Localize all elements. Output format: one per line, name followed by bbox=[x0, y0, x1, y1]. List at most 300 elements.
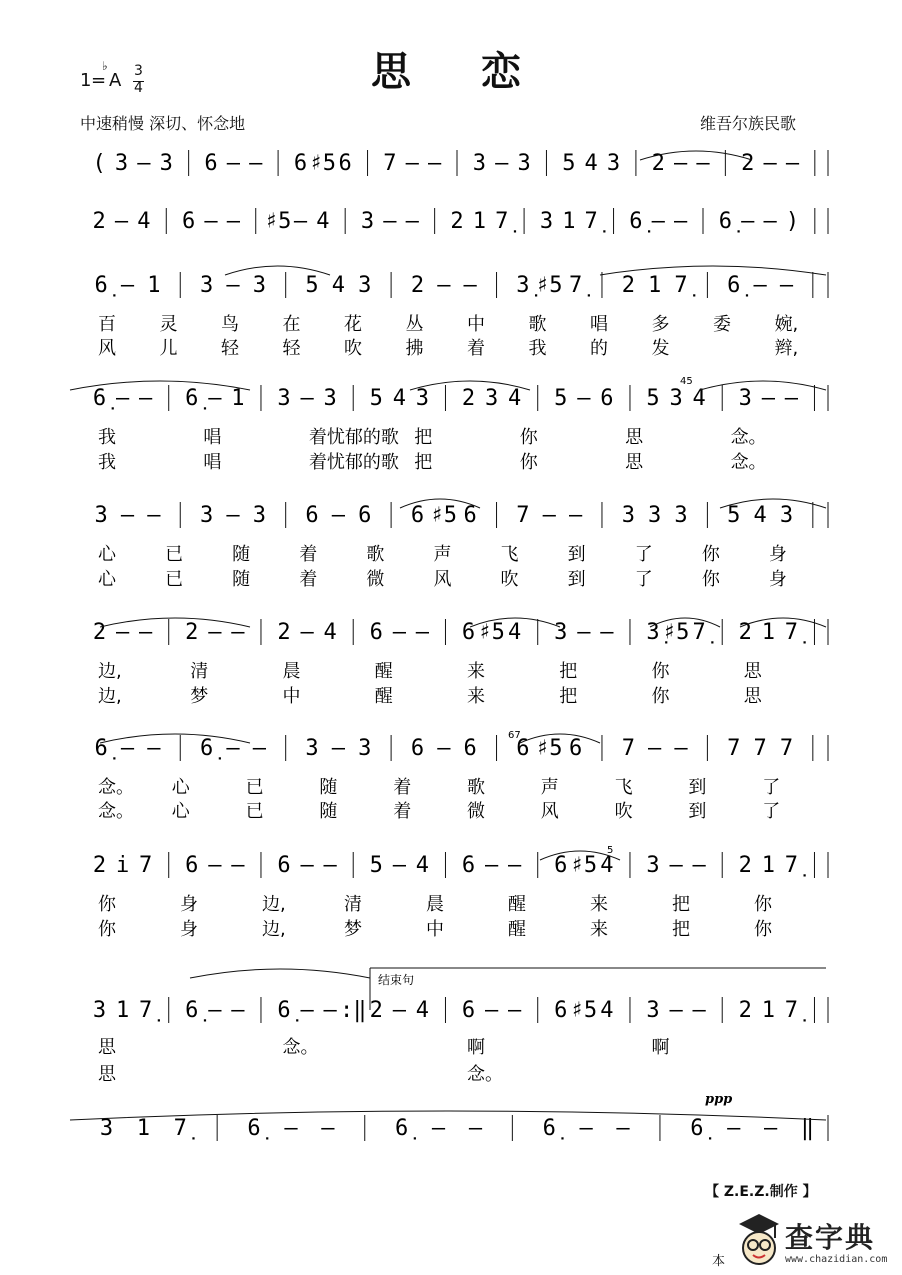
dash: – bbox=[405, 151, 419, 176]
dash: – bbox=[331, 503, 346, 528]
note: 5 bbox=[562, 151, 576, 176]
lyric-word: 着忧郁的歌 bbox=[308, 452, 399, 473]
lyric-word: 思 bbox=[743, 661, 762, 682]
lyric-word: 吹 bbox=[500, 569, 519, 590]
note: 4 bbox=[508, 386, 522, 411]
note: 6 bbox=[568, 736, 583, 761]
note: 1 bbox=[147, 273, 161, 298]
note: ♯5 bbox=[536, 736, 563, 761]
lyric-word: 醒 bbox=[508, 919, 526, 940]
note: 3̣ bbox=[516, 273, 530, 298]
note: 6 bbox=[463, 503, 477, 528]
note: 3 bbox=[92, 998, 107, 1023]
note: i bbox=[115, 853, 130, 878]
dash: – bbox=[208, 998, 222, 1023]
note: 1 bbox=[231, 386, 245, 411]
note: 3 bbox=[252, 273, 266, 298]
lyric-word: 思 bbox=[625, 452, 644, 473]
lyric-word: 你 bbox=[519, 427, 538, 448]
lyric-word: 拂 bbox=[405, 338, 424, 359]
note: 5 bbox=[646, 386, 660, 411]
dash: – bbox=[147, 736, 161, 761]
lyric-word: 念。 bbox=[730, 427, 767, 448]
dash: – bbox=[139, 620, 153, 645]
dash: – bbox=[761, 386, 775, 411]
lyric-word: 随 bbox=[319, 801, 338, 822]
note: ♯5 bbox=[570, 853, 598, 878]
bracket: ) bbox=[785, 209, 800, 234]
dash: – bbox=[226, 273, 240, 298]
note: 1 bbox=[472, 209, 486, 234]
lyric-word: 歌 bbox=[467, 777, 485, 798]
lyric-word: 声 bbox=[540, 777, 559, 798]
dash: – bbox=[431, 1116, 446, 1141]
note: 1 bbox=[136, 1116, 150, 1141]
lyric-word: 你 bbox=[98, 919, 116, 940]
note: 6̣ bbox=[277, 998, 291, 1023]
dash: – bbox=[300, 998, 314, 1023]
note: 6 bbox=[277, 853, 291, 878]
lyric-word: 婉, bbox=[774, 314, 799, 335]
dash: – bbox=[484, 998, 499, 1023]
dash: – bbox=[577, 620, 591, 645]
lyric-word: 到 bbox=[567, 544, 586, 565]
lyric-word: 风 bbox=[98, 338, 116, 359]
note: 6̣ bbox=[395, 1116, 409, 1141]
note: 3 bbox=[674, 503, 688, 528]
dash: – bbox=[696, 151, 710, 176]
slur bbox=[740, 618, 826, 627]
note: 7 bbox=[383, 151, 397, 176]
note: 1 bbox=[761, 620, 775, 645]
note: 3 bbox=[606, 151, 621, 176]
dash: – bbox=[120, 273, 135, 298]
dash: – bbox=[204, 209, 218, 234]
note: 7 bbox=[727, 736, 741, 761]
lyric-word: 心 bbox=[171, 777, 190, 798]
note: 7̣ bbox=[495, 209, 509, 234]
lyric-word: 梦 bbox=[344, 919, 362, 940]
dash: – bbox=[579, 1116, 593, 1141]
dash: – bbox=[508, 998, 522, 1023]
lyric-word: 把 bbox=[672, 894, 690, 915]
lyric-word: 轻 bbox=[221, 338, 239, 359]
note: 7 bbox=[139, 853, 153, 878]
note: 6 bbox=[293, 151, 308, 176]
lyric-word: 念。 bbox=[282, 1037, 319, 1058]
dash: – bbox=[669, 853, 683, 878]
note: 6̣ bbox=[94, 736, 108, 761]
note: 2 bbox=[410, 273, 425, 298]
key-equals: = bbox=[91, 70, 107, 91]
lyric-word: 边, bbox=[262, 919, 286, 940]
lyric-word: 到 bbox=[688, 801, 707, 822]
note: 7̣ bbox=[584, 209, 598, 234]
lyric-word: 鸟 bbox=[221, 314, 239, 335]
grace-mark: 45 bbox=[680, 376, 693, 387]
note: 2 bbox=[450, 209, 464, 234]
dash: – bbox=[392, 853, 406, 878]
lyric-word: 委 bbox=[713, 314, 731, 335]
lyric-word: 百 bbox=[98, 314, 116, 335]
lyric-word: 我 bbox=[98, 427, 116, 448]
dash: – bbox=[300, 853, 314, 878]
lyric-word: 风 bbox=[433, 569, 452, 590]
lyric-word: 把 bbox=[414, 427, 433, 448]
dash: – bbox=[568, 503, 583, 528]
note: 6̣ bbox=[185, 386, 199, 411]
lyric-word: 飞 bbox=[500, 544, 519, 565]
tempo-marking: 中速稍慢 深切、怀念地 bbox=[80, 114, 246, 133]
note: 1 bbox=[562, 209, 576, 234]
end-barline: :‖ bbox=[339, 998, 367, 1023]
lyric-word: 了 bbox=[634, 544, 653, 565]
dash: – bbox=[674, 736, 688, 761]
lyric-word: 歌 bbox=[528, 314, 547, 335]
dash: – bbox=[208, 853, 222, 878]
note: 3 bbox=[199, 273, 214, 298]
dash: – bbox=[437, 736, 451, 761]
lyric-word: 吹 bbox=[614, 801, 633, 822]
dash: – bbox=[293, 209, 308, 234]
lyric-word: 唱 bbox=[590, 314, 608, 335]
dash: – bbox=[542, 503, 556, 528]
logo-name: 查字典 bbox=[785, 1221, 876, 1254]
dash: – bbox=[692, 998, 706, 1023]
note: ♯5 bbox=[478, 620, 505, 645]
lyric-word: 吹 bbox=[344, 338, 362, 359]
dash: – bbox=[463, 273, 477, 298]
lyric-word: 到 bbox=[567, 569, 586, 590]
lyric-word: 随 bbox=[232, 569, 251, 590]
note: 7̣ bbox=[173, 1116, 187, 1141]
lyric-word: 唱 bbox=[203, 452, 222, 473]
note: 6 bbox=[554, 998, 568, 1023]
note: 3 bbox=[114, 151, 129, 176]
lyric-word: 清 bbox=[190, 661, 209, 682]
note: 3 bbox=[539, 209, 554, 234]
dash: – bbox=[674, 151, 688, 176]
dash: – bbox=[321, 1116, 335, 1141]
note: 6 bbox=[554, 853, 568, 878]
note: 1 bbox=[648, 273, 662, 298]
dash: – bbox=[208, 620, 222, 645]
lyric-word: 歌 bbox=[366, 544, 385, 565]
lyric-word: 身 bbox=[180, 894, 198, 915]
note: 3 bbox=[738, 386, 752, 411]
lyric-word: 着忧郁的歌 bbox=[308, 427, 399, 448]
lyric-word: 了 bbox=[762, 801, 781, 822]
dash: – bbox=[763, 151, 777, 176]
lyric-word: 我 bbox=[98, 452, 116, 473]
key-one: 1 bbox=[80, 70, 92, 91]
dash: – bbox=[779, 273, 794, 298]
lyric-word: 边, bbox=[98, 686, 122, 707]
note: 2 bbox=[92, 209, 106, 234]
dash: – bbox=[323, 853, 337, 878]
dash: – bbox=[114, 209, 129, 234]
note: 6 bbox=[204, 151, 218, 176]
note: 6̣ bbox=[92, 386, 107, 411]
note: 6 bbox=[410, 503, 425, 528]
lyric-word: 多 bbox=[651, 314, 670, 335]
note: 7̣ bbox=[784, 620, 799, 645]
mascot-icon bbox=[735, 1212, 783, 1270]
lyric-word: 来 bbox=[590, 919, 608, 940]
dash: – bbox=[392, 620, 406, 645]
note: 2 bbox=[185, 620, 199, 645]
lyric-word: 心 bbox=[98, 569, 116, 590]
note: 2 bbox=[738, 998, 752, 1023]
lyric-word: 梦 bbox=[190, 686, 209, 707]
note: ♯5 bbox=[430, 503, 458, 528]
note: 6̣ bbox=[247, 1116, 261, 1141]
note: 7̣ bbox=[139, 998, 153, 1023]
note: 6̣ bbox=[629, 209, 643, 234]
note: 6 bbox=[461, 853, 476, 878]
note: 2 bbox=[277, 620, 291, 645]
dash: – bbox=[669, 998, 683, 1023]
note: 3 bbox=[621, 503, 635, 528]
note: 3 bbox=[779, 503, 794, 528]
note: 5 bbox=[727, 503, 741, 528]
note: 6 bbox=[338, 151, 352, 176]
note: 3 bbox=[517, 151, 531, 176]
note: 2 bbox=[92, 620, 107, 645]
dash: – bbox=[120, 503, 135, 528]
lyric-word: 你 bbox=[519, 452, 538, 473]
dash: – bbox=[651, 209, 665, 234]
note: 3 bbox=[323, 386, 337, 411]
note: 2 bbox=[369, 998, 383, 1023]
dash: – bbox=[741, 209, 755, 234]
note: 7 bbox=[779, 736, 794, 761]
logo-url: www.chazidian.com bbox=[785, 1254, 888, 1265]
dash: – bbox=[226, 503, 240, 528]
note: 3 bbox=[358, 736, 372, 761]
note: ♯5 bbox=[536, 273, 563, 298]
lyric-word: 来 bbox=[590, 894, 608, 915]
note: 1 bbox=[115, 998, 130, 1023]
lyric-word: 把 bbox=[414, 452, 433, 473]
note: 1 bbox=[761, 998, 775, 1023]
note: 6 bbox=[461, 620, 476, 645]
lyric-word: 把 bbox=[672, 919, 690, 940]
site-logo bbox=[735, 1212, 890, 1270]
note: 3 bbox=[277, 386, 291, 411]
lyric-word: 边, bbox=[98, 661, 122, 682]
note: 4 bbox=[600, 998, 614, 1023]
lyric-word: 飞 bbox=[614, 777, 633, 798]
note: 3̣ bbox=[646, 620, 660, 645]
note: 5 bbox=[554, 386, 568, 411]
dash: – bbox=[727, 1116, 741, 1141]
note: 4 bbox=[692, 386, 706, 411]
note: 7̣ bbox=[674, 273, 688, 298]
lyric-word: 轻 bbox=[282, 338, 301, 359]
dash: – bbox=[600, 620, 614, 645]
lyric-word: 你 bbox=[98, 894, 116, 915]
note: 6 bbox=[305, 503, 319, 528]
note: 7̣ bbox=[692, 620, 706, 645]
dash: – bbox=[616, 1116, 630, 1141]
lyric-word: 晨 bbox=[282, 661, 301, 682]
dash: – bbox=[692, 853, 706, 878]
note: 3 bbox=[646, 853, 660, 878]
lyric-word: 中 bbox=[282, 686, 301, 707]
note: 6 bbox=[463, 736, 477, 761]
dash: – bbox=[437, 273, 451, 298]
lyric-word: 中 bbox=[467, 314, 485, 335]
note: 3 bbox=[646, 998, 660, 1023]
note: 3 bbox=[648, 503, 662, 528]
ending-label: 结束句 bbox=[378, 973, 415, 987]
dash: – bbox=[484, 853, 499, 878]
lyric-word: 你 bbox=[754, 919, 772, 940]
lyric-word: 晨 bbox=[426, 894, 444, 915]
time-denominator: 4 bbox=[134, 80, 143, 96]
note: 6̣ bbox=[185, 998, 199, 1023]
lyric-word: 灵 bbox=[159, 314, 178, 335]
dash: – bbox=[784, 386, 799, 411]
note: 4 bbox=[584, 151, 598, 176]
dash: – bbox=[764, 1116, 778, 1141]
dynamic-marking: ppp bbox=[705, 1092, 733, 1107]
lyric-word: 唱 bbox=[203, 427, 222, 448]
note: 2 bbox=[461, 386, 476, 411]
lyric-word: 啊 bbox=[467, 1037, 485, 1058]
note: 6 bbox=[516, 736, 530, 761]
dash: – bbox=[115, 620, 130, 645]
dash: – bbox=[300, 386, 314, 411]
note: 7 bbox=[516, 503, 530, 528]
lyric-word: 着 bbox=[467, 338, 485, 359]
lyric-word: 随 bbox=[232, 544, 251, 565]
lyric-word: 心 bbox=[171, 801, 190, 822]
dash: – bbox=[428, 151, 442, 176]
note: 3 bbox=[554, 620, 568, 645]
lyric-word: 你 bbox=[701, 569, 720, 590]
note: ♯5 bbox=[570, 998, 598, 1023]
dash: – bbox=[508, 853, 522, 878]
lyric-word: 思 bbox=[98, 1064, 116, 1085]
note: 2 bbox=[741, 151, 755, 176]
dash: – bbox=[331, 736, 346, 761]
note: 3 bbox=[159, 151, 173, 176]
note: 6̣ bbox=[542, 1116, 556, 1141]
end-barline: ‖ bbox=[800, 1116, 815, 1141]
dash: – bbox=[231, 620, 245, 645]
dash: – bbox=[495, 151, 509, 176]
note: 6 bbox=[461, 998, 476, 1023]
lyric-word: 清 bbox=[344, 894, 362, 915]
note: 3 bbox=[360, 209, 375, 234]
note: 5 bbox=[369, 386, 383, 411]
dash: – bbox=[468, 1116, 483, 1141]
lyric-word: 随 bbox=[319, 777, 338, 798]
note: 3 bbox=[252, 503, 266, 528]
dash: – bbox=[120, 736, 135, 761]
note: 3 bbox=[484, 386, 499, 411]
lyric-word: 着 bbox=[393, 777, 412, 798]
note: 6 bbox=[182, 209, 196, 234]
lyric-word: 已 bbox=[165, 569, 184, 590]
dash: – bbox=[383, 209, 397, 234]
dash: – bbox=[226, 209, 240, 234]
note: 2 bbox=[92, 853, 107, 878]
lyric-word: 你 bbox=[754, 894, 772, 915]
note: 3 bbox=[669, 386, 683, 411]
note: ♯5 bbox=[309, 151, 337, 176]
dash: – bbox=[648, 736, 662, 761]
dash: – bbox=[323, 998, 337, 1023]
lyric-word: 了 bbox=[634, 569, 653, 590]
note: 3 bbox=[199, 503, 214, 528]
lyric-word: 已 bbox=[245, 777, 264, 798]
note: 4 bbox=[323, 620, 337, 645]
note: ♯5 bbox=[662, 620, 690, 645]
note: 3 bbox=[94, 503, 108, 528]
lyric-word: 中 bbox=[426, 919, 444, 940]
grace-mark: 5 bbox=[607, 845, 614, 856]
lyric-word: 念。 bbox=[98, 777, 134, 798]
lyric-word: 念。 bbox=[467, 1064, 503, 1085]
dash: – bbox=[147, 503, 161, 528]
dash: – bbox=[252, 736, 266, 761]
lyric-word: 了 bbox=[762, 777, 781, 798]
lyric-word: 已 bbox=[165, 544, 184, 565]
lyric-word: 心 bbox=[98, 544, 116, 565]
dash: – bbox=[208, 386, 222, 411]
note: 7̣ bbox=[568, 273, 583, 298]
note: 1 bbox=[761, 853, 775, 878]
lyric-word: 微 bbox=[467, 801, 485, 822]
lyric-word: 醒 bbox=[374, 686, 393, 707]
note: ♯5 bbox=[264, 209, 292, 234]
dash: – bbox=[405, 209, 419, 234]
lyric-word: 着 bbox=[299, 569, 318, 590]
dash: – bbox=[577, 386, 591, 411]
lyric-word: 身 bbox=[180, 919, 198, 940]
song-origin: 维吾尔族民歌 bbox=[700, 114, 797, 133]
lyric-word: 把 bbox=[559, 661, 578, 682]
lyric-word: 身 bbox=[768, 544, 787, 565]
lyric-word: 你 bbox=[651, 686, 670, 707]
note: 5 bbox=[305, 273, 319, 298]
lyric-word: 花 bbox=[344, 314, 362, 335]
dash: – bbox=[674, 209, 688, 234]
note: 6 bbox=[600, 386, 614, 411]
dash: – bbox=[763, 209, 777, 234]
slur bbox=[190, 969, 370, 978]
lyric-word: 风 bbox=[540, 801, 559, 822]
lyric-word: 思 bbox=[98, 1037, 116, 1058]
lyric-word: 把 bbox=[559, 686, 578, 707]
lyric-word: 来 bbox=[467, 661, 485, 682]
note: 4 bbox=[331, 273, 346, 298]
lyric-word: 边, bbox=[262, 894, 286, 915]
lyric-word: 啊 bbox=[651, 1037, 670, 1058]
lyric-word: 思 bbox=[743, 686, 762, 707]
lyric-word: 你 bbox=[701, 544, 720, 565]
lyric-word: 在 bbox=[282, 314, 301, 335]
note: 6 bbox=[369, 620, 383, 645]
note: 4 bbox=[600, 853, 614, 878]
lyric-word: 着 bbox=[299, 544, 318, 565]
dash: – bbox=[300, 620, 314, 645]
lyric-word: 来 bbox=[467, 686, 485, 707]
grace-mark: 67 bbox=[508, 730, 521, 741]
